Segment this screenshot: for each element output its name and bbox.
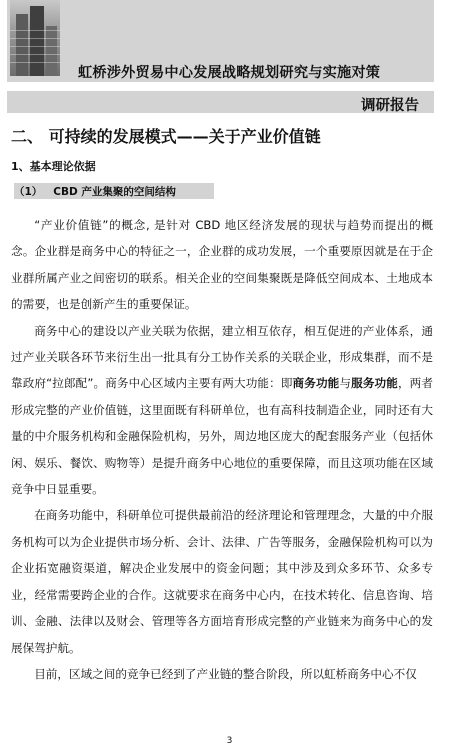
paragraph: 在商务功能中，科研单位可提供最前沿的经济理论和管理理念，大量的中介服务机构可以为企业提供市场分析、会计、法律、广告等服务，金融保险机构可以为企业拓宽融资渠道，解决企业发展中的资金问题；其中涉及到众多环节、众多专业，经常需要跨企业的合作。这就要求在商务中心内，在技术转化、信息咨询、培训、金融、法律以及财会、管理等各方面培育形成完整的产业链来为商务中心的发展保驾护航。 [11,508,433,655]
body-text [11,212,433,687]
building-photo [10,0,60,76]
bold-term: 商务功能 [292,376,340,391]
paragraph: “产业价值链”的概念, 是针对 CBD 地区经济发展的现状与趋势而提出的概念。企业群是商务中心的特征之一，企业群的成功发展，一个重要原因就是在于企业群所属产业之间密切的联系。相关企业的空间集聚既是降低空间成本、土地成本的需要，也是创新产生的重要保证。 [11,218,433,312]
bold-term: 服务功能 [351,376,398,391]
document-title: 虹桥涉外贸易中心发展战略规划研究与实施对策 [78,65,381,81]
paragraph: 商务中心的建设以产业关联为依据，建立相互依存，相互促进的产业体系，通过产业关联各环节来衍生出一批具有分工协作关系的关联企业，形成集群，而不是靠政府“拉郎配”。商务中心区域内主要有两大功能：即商务功能与服务功能，两者形成完整的产业价值链，这里面既有科研单位，也有高科技制造企业，同时还有大量的中介服务机构和金融保险机构，另外，周边地区庞大的配套服务产业（包括休闲、娱乐、餐饮、购物等）是提升商务中心地位的重要保障，而且这项功能在区域竞争中日显重要。 [11,323,433,497]
subsection-heading: 1、基本理论依据 [11,160,96,173]
paragraph: 目前，区域之间的竞争已经到了产业链的整合阶段，所以虹桥商务中心不仅 [34,666,417,681]
page-number: 3 [226,736,233,746]
subsubsection-heading: （1） CBD 产业集聚的空间结构 [14,186,176,198]
section-heading: 二、 可持续的发展模式——关于产业价值链 [11,127,321,146]
document-subtitle: 调研报告 [361,98,419,114]
